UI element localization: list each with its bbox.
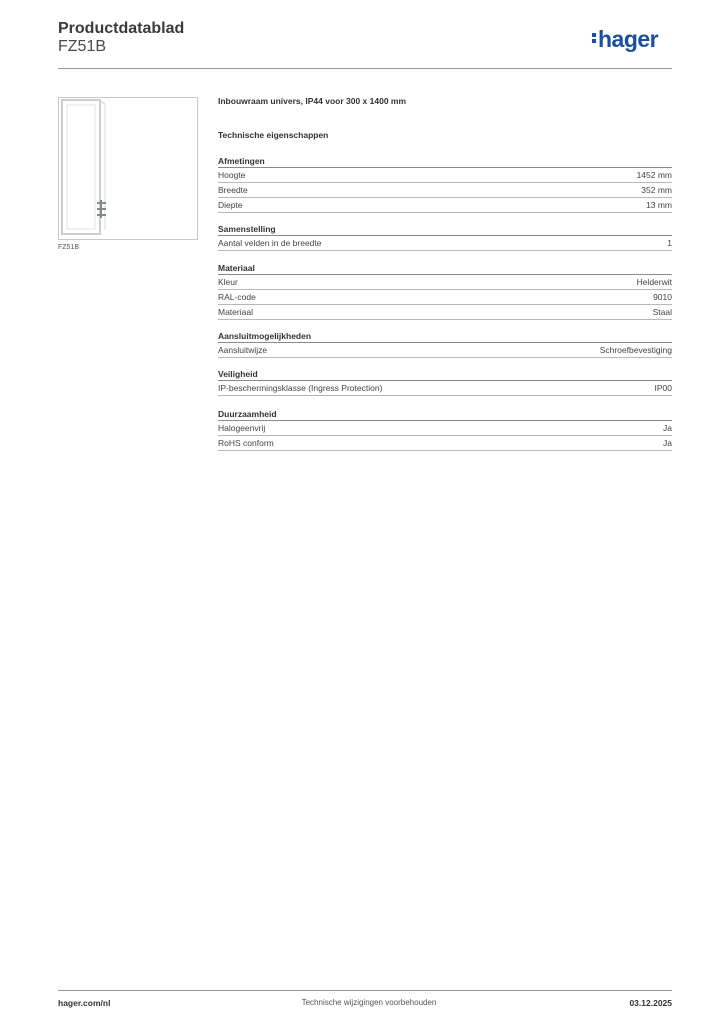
page-title: Productdatablad	[58, 20, 185, 37]
spec-value: 1	[667, 238, 672, 248]
spec-row	[218, 198, 672, 213]
group-title: Veiligheid	[218, 368, 672, 381]
spec-label: Breedte	[218, 185, 248, 195]
spec-row	[218, 236, 672, 251]
spec-label: Materiaal	[218, 307, 253, 317]
spec-value: Staal	[652, 307, 672, 317]
group-title: Duurzaamheid	[218, 408, 672, 421]
technical-properties-heading: Technische eigenschappen	[218, 130, 329, 140]
group-title: Afmetingen	[218, 155, 672, 168]
spec-row	[218, 305, 672, 320]
group-title: Aansluitmogelijkheden	[218, 330, 672, 343]
spec-label: Diepte	[218, 200, 243, 210]
footer-disclaimer: Technische wijzigingen voorbehouden	[301, 998, 437, 1007]
spec-label: Hoogte	[218, 170, 246, 180]
spec-value: Ja	[663, 423, 672, 433]
spec-label: RoHS conform	[218, 438, 274, 448]
group-title: Samenstelling	[218, 223, 672, 236]
spec-value: 13 mm	[646, 200, 672, 210]
hager-logo	[592, 26, 658, 53]
spec-group-duurzaamheid	[218, 408, 672, 451]
spec-label: Aansluitwijze	[218, 345, 268, 355]
spec-row	[218, 168, 672, 183]
spec-row	[218, 290, 672, 305]
spec-group-materiaal	[218, 262, 672, 320]
product-image	[58, 97, 198, 240]
group-title: Materiaal	[218, 262, 672, 275]
spec-value: Schroefbevestiging	[599, 345, 672, 355]
window-frame-icon	[59, 98, 197, 239]
spec-label: Kleur	[218, 277, 238, 287]
footer-website-link[interactable]: hager.com/nl	[58, 998, 111, 1008]
spec-value: Ja	[663, 438, 672, 448]
spec-row	[218, 421, 672, 436]
spec-value: Helderwit	[636, 277, 672, 287]
spec-value: 9010	[653, 292, 672, 302]
spec-value: IP00	[654, 383, 672, 393]
footer-divider	[58, 990, 672, 991]
logo-text: hager	[598, 26, 659, 52]
spec-group-samenstelling	[218, 223, 672, 251]
image-caption: FZ51B	[58, 244, 80, 251]
spec-row	[218, 381, 672, 396]
spec-row	[218, 436, 672, 451]
logo-dots-icon	[592, 31, 597, 45]
product-subtitle: Inbouwraam univers, IP44 voor 300 x 1400 mm	[218, 96, 407, 106]
spec-value: 1452 mm	[636, 170, 672, 180]
product-code: FZ51B	[58, 38, 107, 55]
spec-label: IP-beschermingsklasse (Ingress Protection)	[218, 383, 383, 393]
spec-value: 352 mm	[641, 185, 672, 195]
spec-row	[218, 275, 672, 290]
header-divider	[58, 68, 672, 69]
spec-group-veiligheid	[218, 368, 672, 396]
spec-group-afmetingen	[218, 155, 672, 213]
spec-label: Aantal velden in de breedte	[218, 238, 322, 248]
spec-row	[218, 343, 672, 358]
spec-label: Halogeenvrij	[218, 423, 266, 433]
spec-group-aansluitmogelijkheden	[218, 330, 672, 358]
footer-date: 03.12.2025	[629, 998, 672, 1008]
spec-row	[218, 183, 672, 198]
spec-label: RAL-code	[218, 292, 256, 302]
